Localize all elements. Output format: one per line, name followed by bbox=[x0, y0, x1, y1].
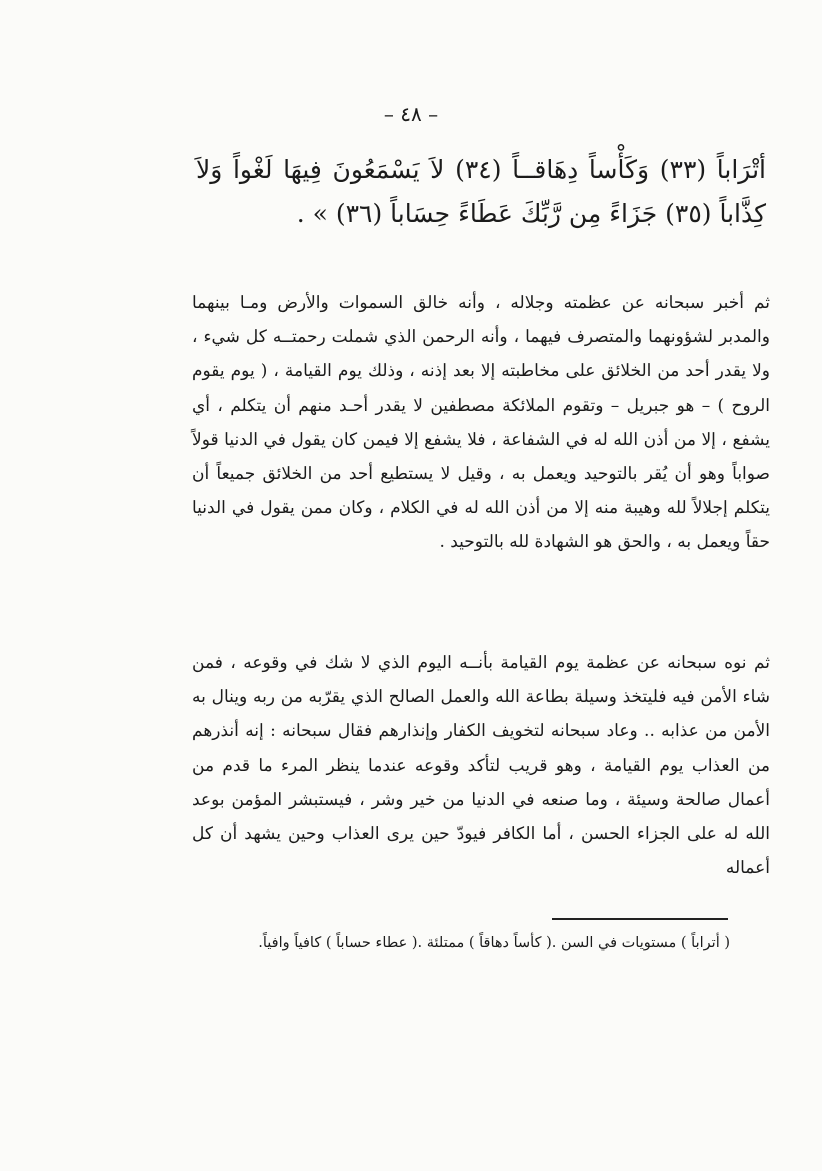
body-paragraph-1: ثم أخبر سبحانه عن عظمته وجلاله ، وأنه خالق السموات والأرض ومـا بينهما والمدبر لشؤونهما والمتصرف فيهما ، وأنه الرحمن الذي شملت رحمتــه كل شيء ، ولا يقدر أحد من الخلائق على مخاطبته إلا بعد إذنه ، وذلك يوم القيامة ، ( يوم يقوم الروح ) – هو جبريل – وتقوم الملائكة مصطفين لا يقدر أحـد منهم أن يتكلم ، أي يشفع ، إلا من أذن الله له في الشفاعة ، فلا يشفع إلا فيمن كان يقول في الدنيا قولاً صواباً وهو أن يُقر بالتوحيد ويعمل به ، وقيل لا يستطيع أحد من الخلائق جميعاً أن يتكلم إجلالاً لله وهيبة منه إلا من أذن الله له في الكلام ، وكان ممن يقول في الدنيا حقاً ويعمل به ، والحق هو الشهادة لله بالتوحيد . bbox=[192, 293, 770, 553]
page-number: – ٤٨ – bbox=[383, 102, 439, 126]
footnote: ( أتراباً ) مستويات في السن .( كأساً دهاقاً ) ممتلئة .( عطاء حساباً ) كافياً وافياً. bbox=[258, 935, 730, 951]
footnote-separator bbox=[552, 918, 728, 920]
quran-verse: أتْرَاباً (٣٣) وَكَأْساً دِهَاقــاً (٣٤) لاَ يَسْمَعُونَ فِيهَا لَغْواً وَلاَ كِذَّاباً (٣٥) جَزَاءً مِن رَّبِّكَ عَطَاءً حِسَاباً (٣٦) » . bbox=[196, 155, 767, 228]
body-paragraph-2: ثم نوه سبحانه عن عظمة يوم القيامة بأنــه اليوم الذي لا شك في وقوعه ، فمن شاء الأمن فيه فليتخذ وسيلة بطاعة الله والعمل الصالح الذي يقرّبه من ربه وينال به الأمن من عذابه .. وعاد سبحانه لتخويف الكفار وإنذارهم فقال سبحانه : إنه أنذرهم من العذاب يوم القيامة ، وهو قريب لتأكد وقوعه عندما ينظر المرء ما قدم من أعمال صالحة وسيئة ، وما صنعه في الدنيا من خير وشر ، فيستبشر المؤمن بوعد الله له على الجزاء الحسن ، أما الكافر فيودّ حين يرى العذاب وحين يشهد أن كل أعماله bbox=[192, 653, 770, 879]
